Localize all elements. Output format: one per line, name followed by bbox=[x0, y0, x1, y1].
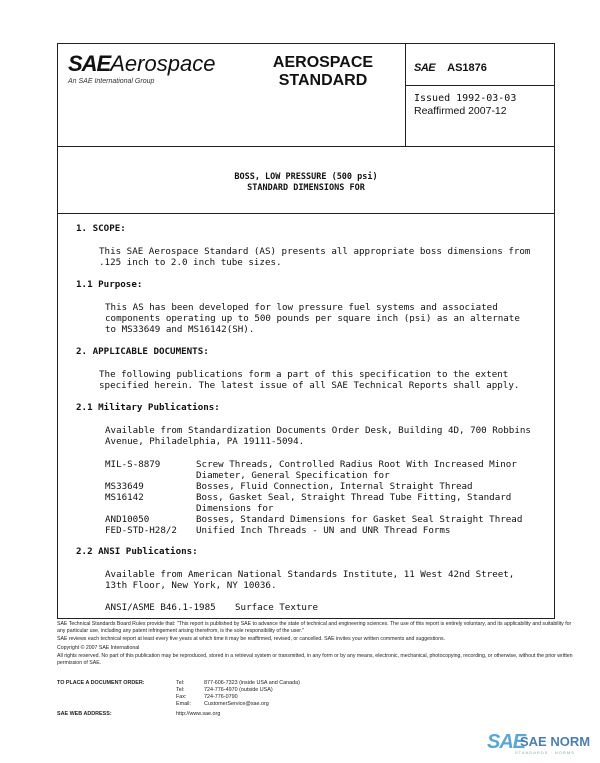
sae-norm-watermark: SAE SAE NORM STANDARDS · NORMS bbox=[487, 731, 591, 755]
doc-ref: AND10050 bbox=[105, 514, 150, 525]
standard-type-title: AEROSPACE STANDARD bbox=[272, 54, 374, 89]
doc-desc: Screw Threads, Controlled Radius Root With Increased Minor bbox=[196, 459, 517, 470]
doc-desc: Diameter, General Specification for bbox=[196, 470, 390, 481]
doc-desc: Dimensions for bbox=[196, 503, 274, 514]
section-heading: 2. APPLICABLE DOCUMENTS: bbox=[76, 346, 209, 357]
tel2-label: Tel: bbox=[176, 687, 185, 693]
reaffirmed-date: Reaffirmed 2007-12 bbox=[414, 105, 507, 117]
document-title-line1: BOSS, LOW PRESSURE (500 psi) bbox=[234, 172, 378, 182]
doc-ref: ANSI/ASME B46.1-1985 bbox=[105, 602, 216, 613]
footer-review: SAE reviews each technical report at least every five years at which time it may be reaffirmed, revised, or cancelled. SAE invites your written comments and suggestions. bbox=[57, 636, 445, 643]
tel2-value: 724-776-4970 (outside USA) bbox=[204, 687, 273, 693]
web-label: SAE WEB ADDRESS: bbox=[57, 711, 112, 717]
fax-value: 724-776-0790 bbox=[204, 694, 238, 700]
paragraph-line: 13th Floor, New York, NY 10036. bbox=[105, 580, 277, 591]
paragraph-line: components operating up to 500 pounds per square inch (psi) as an alternate bbox=[105, 313, 520, 324]
paragraph-line: This AS has been developed for low pressure fuel systems and associated bbox=[105, 302, 498, 313]
paragraph-line: specified herein. The latest issue of all SAE Technical Reports shall apply. bbox=[99, 380, 520, 391]
paragraph-line: to MS33649 and MS16142(SH). bbox=[105, 324, 255, 335]
paragraph-line: This SAE Aerospace Standard (AS) presents all appropriate boss dimensions from bbox=[99, 246, 531, 257]
doc-ref: MIL-S-8879 bbox=[105, 459, 161, 470]
legal-footer bbox=[57, 621, 577, 667]
doc-ref: MS33649 bbox=[105, 481, 144, 492]
paragraph-line: Available from American National Standards Institute, 11 West 42nd Street, bbox=[105, 569, 515, 580]
doc-desc: Bosses, Fluid Connection, Internal Straight Thread bbox=[196, 481, 473, 492]
section-heading: 2.1 Military Publications: bbox=[76, 402, 220, 413]
paragraph-line: .125 inch to 2.0 inch tube sizes. bbox=[99, 257, 282, 268]
section-heading: 1. SCOPE: bbox=[76, 223, 126, 234]
email-label: Email: bbox=[176, 701, 191, 707]
tel-label: Tel: bbox=[176, 680, 185, 686]
section-heading: 1.1 Purpose: bbox=[76, 279, 143, 290]
issued-date: Issued 1992-03-03 bbox=[414, 93, 517, 104]
doc-desc: Bosses, Standard Dimensions for Gasket Seal Straight Thread bbox=[196, 514, 523, 525]
sae-aerospace-logo: SAEAerospace An SAE International Group bbox=[68, 52, 228, 98]
order-label: TO PLACE A DOCUMENT ORDER: bbox=[57, 680, 145, 686]
sae-mark-icon: SAE bbox=[487, 731, 526, 753]
document-title-line2: STANDARD DIMENSIONS FOR bbox=[247, 183, 365, 193]
paragraph-line: The following publications form a part of this specification to the extent bbox=[99, 369, 509, 380]
doc-desc: Boss, Gasket Seal, Straight Thread Tube Fitting, Standard bbox=[196, 492, 512, 503]
fax-label: Fax: bbox=[176, 694, 187, 700]
email-link[interactable]: CustomerService@sae.org bbox=[204, 701, 269, 707]
tel-value: 877-606-7323 (inside USA and Canada) bbox=[204, 680, 300, 686]
doc-ref: FED-STD-H28/2 bbox=[105, 525, 177, 536]
footer-copyright: Copyright © 2007 SAE International bbox=[57, 644, 140, 651]
paragraph-line: Available from Standardization Documents Order Desk, Building 4D, 700 Robbins bbox=[105, 425, 531, 436]
doc-desc: Surface Texture bbox=[235, 602, 318, 613]
footer-rights: All rights reserved. No part of this publication may be reproduced, stored in a retrieval system or transmitted, in any form or by any means, electronic, mechanical, photocopying, recording, or otherwise, without the prior written permission of SAE. bbox=[57, 652, 573, 667]
section-heading: 2.2 ANSI Publications: bbox=[76, 546, 198, 557]
web-link[interactable]: http://www.sae.org bbox=[176, 711, 221, 717]
doc-desc: Unified Inch Threads - UN and UNR Thread Forms bbox=[196, 525, 451, 536]
footer-rules: SAE Technical Standards Board Rules provide that: "This report is published by SAE to advance the state of technical and engineering sciences. The use of this report is entirely voluntary, and its applicability and suitability for any particular use, including any patent infringement arising therefrom, is the sole responsibility of the user." bbox=[57, 621, 572, 635]
logo-subtitle: An SAE International Group bbox=[68, 78, 155, 85]
doc-ref: MS16142 bbox=[105, 492, 144, 503]
paragraph-line: Avenue, Philadelphia, PA 19111-5094. bbox=[105, 436, 305, 447]
document-number: SAE AS1876 bbox=[414, 62, 487, 74]
